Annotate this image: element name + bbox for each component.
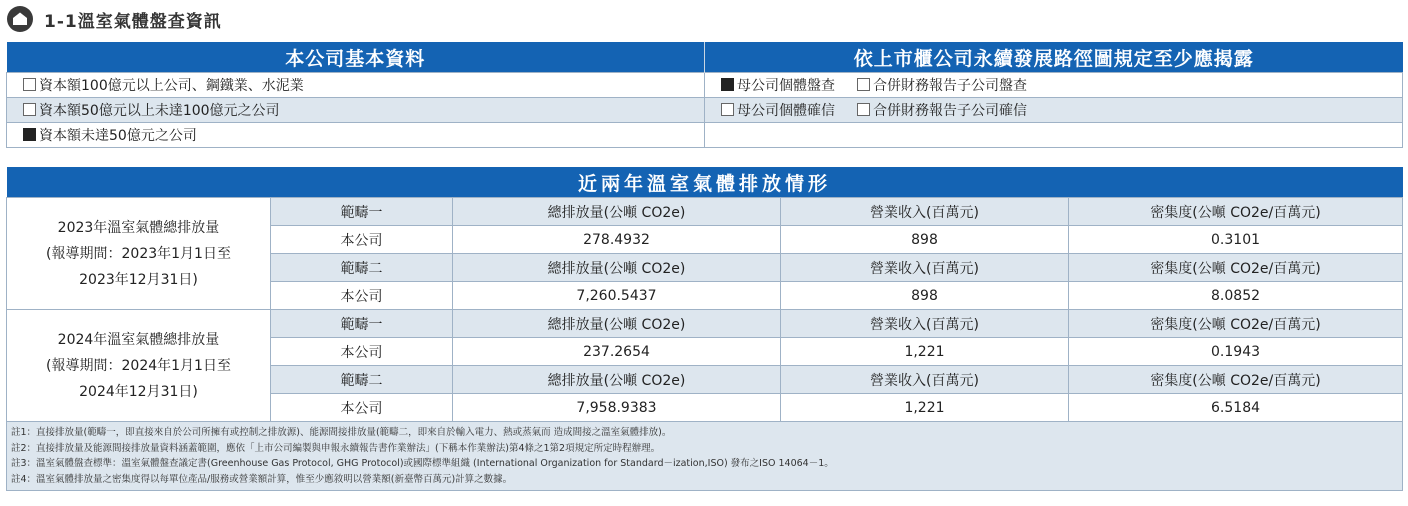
entity-label: 本公司: [271, 282, 453, 310]
checkbox-empty-icon: [721, 103, 734, 116]
revenue-value: 898: [781, 282, 1069, 310]
footnote: 註3：溫室氣體盤查標準：溫室氣體盤查議定書(Greenhouse Gas Protocol, GHG Protocol)或國際標準組織 (International Organization for Standard－ization,ISO) 發布之ISO 14064－1。: [11, 458, 834, 469]
revenue-value: 1,221: [781, 338, 1069, 366]
scope-label: 範疇一: [271, 198, 453, 226]
footnotes: [7, 422, 1403, 491]
col-header-intensity: 密集度(公噸 CO2e/百萬元): [1069, 310, 1403, 338]
intensity-value: 0.1943: [1069, 338, 1403, 366]
disclosure-option-label: 母公司個體盤查: [737, 78, 835, 94]
entity-label: 本公司: [271, 394, 453, 422]
entity-label: 本公司: [271, 338, 453, 366]
period-range-end: 2024年12月31日): [79, 383, 198, 400]
capital-option-row: [7, 123, 705, 148]
capital-option-label: 資本額未達50億元之公司: [39, 128, 197, 144]
disclosure-option-label: 母公司個體確信: [737, 103, 835, 119]
period-label: 2024年溫室氣體總排放量: [57, 331, 220, 348]
period-range: (報導期間：2023年1月1日至: [46, 245, 231, 262]
period-range-end: 2023年12月31日): [79, 271, 198, 288]
empty-cell: [705, 123, 1403, 148]
footnote: 註1：直接排放量(範疇一，即直接來自於公司所擁有或控制之排放源)、能源間接排放量(範疇二，即來自於輸入電力、熱或蒸氣而 造成間接之溫室氣體排放)。: [11, 427, 672, 438]
scope-label: 範疇二: [271, 254, 453, 282]
emissions-table: [6, 167, 1403, 491]
intensity-value: 6.5184: [1069, 394, 1403, 422]
capital-option-label: 資本額100億元以上公司、鋼鐵業、水泥業: [39, 78, 304, 94]
period-cell-2023: [7, 198, 271, 310]
col-header-total: 總排放量(公噸 CO2e): [453, 310, 781, 338]
basic-info-header: 本公司基本資料: [7, 42, 705, 73]
disclosure-option-label: 合併財務報告子公司盤查: [873, 78, 1027, 94]
disclosure-option-label: 合併財務報告子公司確信: [873, 103, 1027, 119]
revenue-value: 1,221: [781, 394, 1069, 422]
checkbox-empty-icon: [23, 103, 36, 116]
col-header-revenue: 營業收入(百萬元): [781, 198, 1069, 226]
period-range: (報導期間：2024年1月1日至: [46, 357, 231, 374]
company-basic-info-table: [6, 42, 1403, 148]
intensity-value: 8.0852: [1069, 282, 1403, 310]
section-title: 1-1溫室氣體盤查資訊: [44, 11, 222, 32]
total-emission: 7,260.5437: [453, 282, 781, 310]
col-header-total: 總排放量(公噸 CO2e): [453, 254, 781, 282]
checkbox-empty-icon: [857, 78, 870, 91]
scope-label: 範疇一: [271, 310, 453, 338]
col-header-total: 總排放量(公噸 CO2e): [453, 366, 781, 394]
disclosure-header: 依上市櫃公司永續發展路徑圖規定至少應揭露: [705, 42, 1403, 73]
checkbox-empty-icon: [23, 78, 36, 91]
period-label: 2023年溫室氣體總排放量: [57, 219, 220, 236]
col-header-intensity: 密集度(公噸 CO2e/百萬元): [1069, 366, 1403, 394]
total-emission: 278.4932: [453, 226, 781, 254]
col-header-revenue: 營業收入(百萬元): [781, 366, 1069, 394]
period-cell-2024: [7, 310, 271, 422]
col-header-revenue: 營業收入(百萬元): [781, 254, 1069, 282]
total-emission: 7,958.9383: [453, 394, 781, 422]
section-heading: [6, 4, 222, 34]
footnote: 註2：直接排放量及能源間接排放量資料涵蓋範圍，應依「上市公司編製與申報永續報告書作業辦法」(下稱本作業辦法)第4條之1第2項規定所定時程辦理。: [11, 442, 661, 454]
capital-option-row: [7, 98, 705, 123]
checkbox-checked-icon: [721, 78, 734, 91]
revenue-value: 898: [781, 226, 1069, 254]
scope-label: 範疇二: [271, 366, 453, 394]
total-emission: 237.2654: [453, 338, 781, 366]
emissions-header: 近兩年溫室氣體排放情形: [7, 167, 1403, 198]
footnote: 註4：溫室氣體排放量之密集度得以每單位產品/服務或營業額計算，惟至少應敘明以營業額(新臺幣百萬元)計算之數據。: [11, 473, 513, 485]
checkbox-empty-icon: [857, 103, 870, 116]
col-header-revenue: 營業收入(百萬元): [781, 310, 1069, 338]
entity-label: 本公司: [271, 226, 453, 254]
col-header-intensity: 密集度(公噸 CO2e/百萬元): [1069, 198, 1403, 226]
checkbox-checked-icon: [23, 128, 36, 141]
intensity-value: 0.3101: [1069, 226, 1403, 254]
house-badge-icon: [6, 5, 34, 33]
col-header-intensity: 密集度(公噸 CO2e/百萬元): [1069, 254, 1403, 282]
disclosure-option-row: [705, 98, 1403, 123]
disclosure-option-row: [705, 73, 1403, 98]
capital-option-label: 資本額50億元以上未達100億元之公司: [39, 103, 280, 119]
col-header-total: 總排放量(公噸 CO2e): [453, 198, 781, 226]
capital-option-row: [7, 73, 705, 98]
